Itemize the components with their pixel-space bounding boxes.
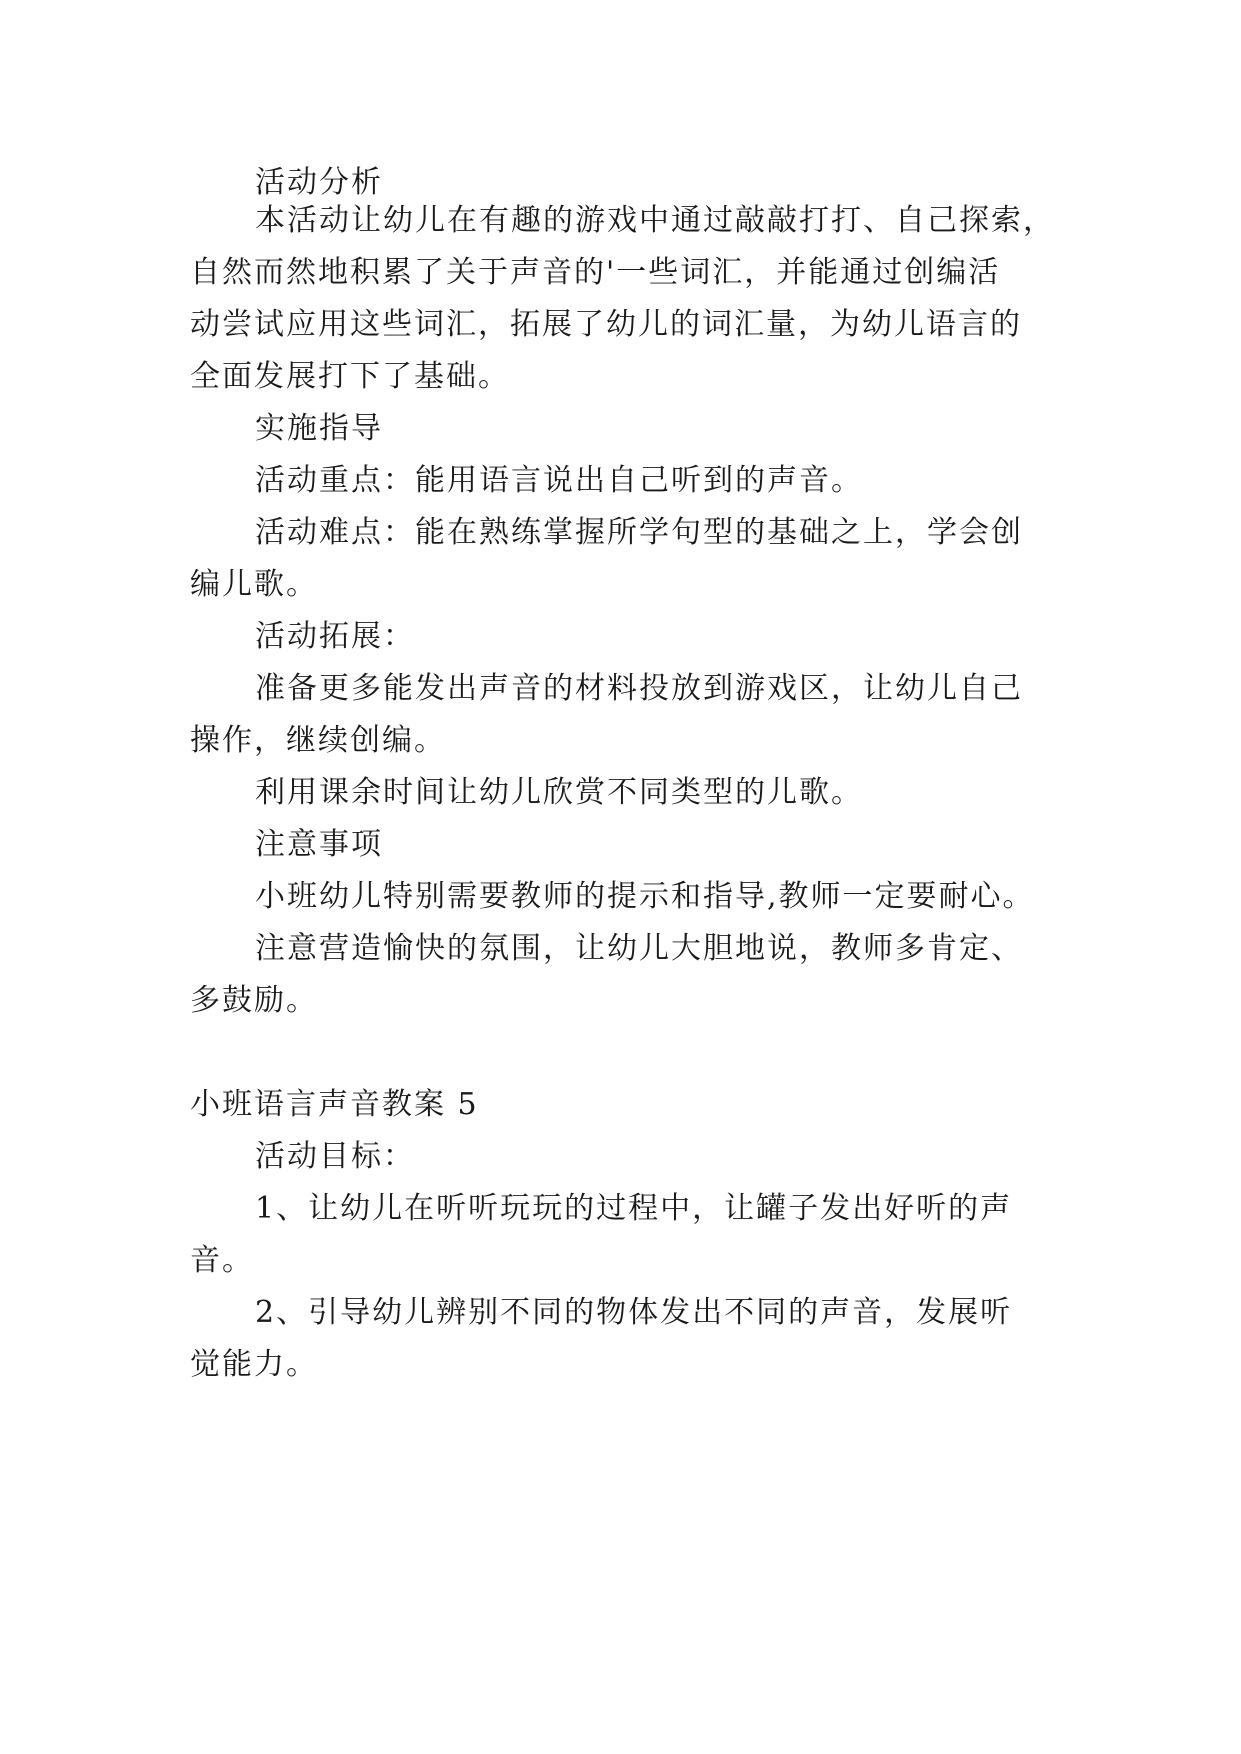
notes-line: 多鼓励。 bbox=[190, 983, 318, 1018]
goal-line: 觉能力。 bbox=[190, 1347, 318, 1382]
paragraph-line: 动尝试应用这些词汇，拓展了幼儿的词汇量，为幼儿语言的 bbox=[190, 307, 1022, 342]
section-heading-extension: 活动拓展： bbox=[255, 619, 415, 654]
extension-line: 操作，继续创编。 bbox=[190, 723, 446, 758]
lesson-title: 小班语言声音教案 5 bbox=[190, 1087, 479, 1122]
paragraph-line: 本活动让幼儿在有趣的游戏中通过敲敲打打、自己探索， bbox=[255, 203, 1055, 238]
goal-line: 1、让幼儿在听听玩玩的过程中，让罐子发出好听的声 bbox=[255, 1191, 1013, 1226]
extension-line: 利用课余时间让幼儿欣赏不同类型的儿歌。 bbox=[255, 775, 863, 810]
goal-line: 2、引导幼儿辨别不同的物体发出不同的声音，发展听 bbox=[255, 1295, 1013, 1330]
section-heading-guidance: 实施指导 bbox=[255, 411, 383, 446]
section-heading-notes: 注意事项 bbox=[255, 827, 383, 862]
difficulty-line: 活动难点：能在熟练掌握所学句型的基础之上，学会创 bbox=[255, 515, 1023, 550]
section-heading-goals: 活动目标： bbox=[255, 1139, 415, 1174]
notes-line: 小班幼儿特别需要教师的提示和指导,教师一定要耐心。 bbox=[255, 879, 1035, 914]
paragraph-line: 自然而然地积累了关于声音的'一些词汇，并能通过创编活 bbox=[190, 255, 1001, 290]
extension-line: 准备更多能发出声音的材料投放到游戏区，让幼儿自己 bbox=[255, 671, 1023, 706]
section-heading-analysis: 活动分析 bbox=[255, 165, 383, 200]
difficulty-line: 编儿歌。 bbox=[190, 567, 318, 602]
notes-line: 注意营造愉快的氛围，让幼儿大胆地说，教师多肯定、 bbox=[255, 931, 1023, 966]
focus-line: 活动重点：能用语言说出自己听到的声音。 bbox=[255, 463, 863, 498]
paragraph-line: 全面发展打下了基础。 bbox=[190, 359, 510, 394]
goal-line: 音。 bbox=[190, 1243, 254, 1278]
